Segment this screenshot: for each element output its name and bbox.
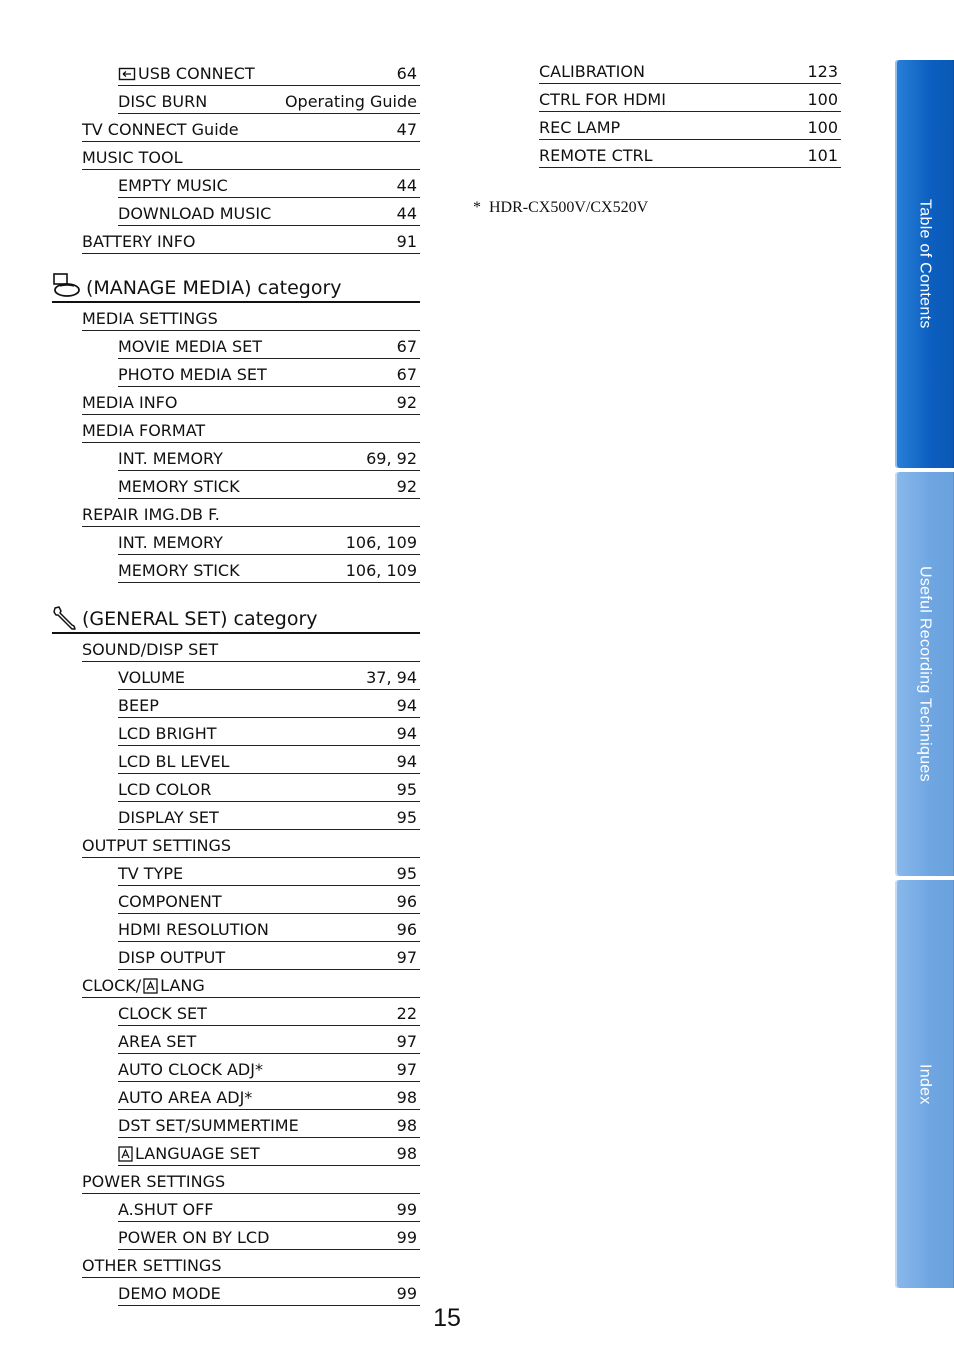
- index-entry-label: [118, 365, 267, 384]
- index-row[interactable]: [539, 56, 841, 84]
- index-entry-page: 99: [396, 1200, 417, 1219]
- index-entry-page: 92: [396, 393, 417, 412]
- index-entry-text: LANGUAGE SET: [135, 1144, 260, 1163]
- index-entry-page: Operating Guide: [284, 92, 417, 111]
- index-entry-text: MEDIA INFO: [82, 393, 178, 412]
- index-entry-text: OTHER SETTINGS: [82, 1256, 222, 1275]
- index-entry-label: [118, 892, 222, 911]
- index-entry-page: 47: [396, 120, 417, 139]
- index-row[interactable]: [118, 718, 420, 746]
- index-entry-page: 69, 92: [366, 449, 417, 468]
- index-entry-page: 98: [396, 1116, 417, 1135]
- index-entry-text: REMOTE CTRL: [539, 146, 653, 165]
- index-entry-text: MUSIC TOOL: [82, 148, 183, 167]
- footnote: [473, 199, 648, 217]
- index-entry-text: USB CONNECT: [138, 64, 255, 83]
- index-row[interactable]: [82, 303, 420, 331]
- index-row[interactable]: [118, 331, 420, 359]
- index-entry-text: INT. MEMORY: [118, 449, 223, 468]
- index-entry-label: [118, 948, 225, 967]
- index-entry-label: [118, 1060, 263, 1079]
- index-entry-page: 92: [396, 477, 417, 496]
- index-entry-text: CALIBRATION: [539, 62, 645, 81]
- index-entry-label: [82, 1172, 225, 1191]
- index-entry-text: AUTO CLOCK ADJ*: [118, 1060, 263, 1079]
- index-entry-text: MEDIA FORMAT: [82, 421, 206, 440]
- index-row[interactable]: [118, 170, 420, 198]
- index-row[interactable]: [118, 1194, 420, 1222]
- index-entry-text: LCD BRIGHT: [118, 724, 217, 743]
- language-icon: [118, 1146, 133, 1162]
- index-entry-text: CLOCK SET: [118, 1004, 207, 1023]
- wrench-icon: [52, 605, 78, 631]
- index-entry-label: [118, 176, 228, 195]
- index-row[interactable]: [118, 886, 420, 914]
- left-index-column: [52, 58, 420, 1306]
- side-tab-label: Index: [916, 1063, 934, 1105]
- index-entry-label: [82, 393, 177, 412]
- index-row[interactable]: [118, 1082, 420, 1110]
- index-entry-page: 67: [396, 365, 417, 384]
- index-entry-label: [118, 752, 229, 771]
- index-row[interactable]: [82, 142, 420, 170]
- index-entry-label: [118, 477, 240, 496]
- index-row[interactable]: [118, 1026, 420, 1054]
- index-row[interactable]: [118, 198, 420, 226]
- index-entry-text: CTRL FOR HDMI: [539, 90, 666, 109]
- index-entry-label: [118, 561, 240, 580]
- index-entry-page: 100: [807, 90, 838, 109]
- manage-media-heading: [52, 268, 420, 303]
- top-rows-list: [52, 58, 420, 254]
- index-entry-page: 100: [807, 118, 838, 137]
- index-entry-text: DST SET/SUMMERTIME: [118, 1116, 299, 1135]
- index-row[interactable]: [118, 443, 420, 471]
- index-entry-page: 97: [396, 1060, 417, 1079]
- index-row[interactable]: [118, 1278, 420, 1306]
- index-entry-page: 98: [396, 1144, 417, 1163]
- index-row[interactable]: [118, 690, 420, 718]
- index-entry-label: [82, 836, 231, 855]
- usb-connect-icon: [118, 67, 136, 81]
- index-entry-text: COMPONENT: [118, 892, 222, 911]
- general-set-heading: [52, 601, 420, 634]
- index-entry-label: [82, 421, 205, 440]
- index-entry-page: 97: [396, 948, 417, 967]
- index-entry-label: [118, 533, 223, 552]
- index-entry-label: [118, 1004, 207, 1023]
- index-entry-label: [118, 1088, 252, 1107]
- index-row[interactable]: [82, 634, 420, 662]
- index-row[interactable]: [539, 112, 841, 140]
- index-entry-text: LCD BL LEVEL: [118, 752, 230, 771]
- index-entry-page: 99: [396, 1228, 417, 1247]
- index-entry-text: DISP OUTPUT: [118, 948, 226, 967]
- index-row[interactable]: [118, 1138, 420, 1166]
- index-entry-text: DISC BURN: [118, 92, 208, 111]
- index-entry-page: 22: [396, 1004, 417, 1023]
- index-entry-text: MEDIA SETTINGS: [82, 309, 218, 328]
- index-row[interactable]: [118, 1222, 420, 1250]
- index-entry-label: [82, 148, 183, 167]
- index-entry-page: 95: [396, 780, 417, 799]
- index-entry-label: [118, 1200, 214, 1219]
- footnote-marker: *: [473, 199, 481, 216]
- index-entry-page: 64: [396, 64, 417, 83]
- right-rows-list: [539, 56, 841, 168]
- general-set-heading-text: (GENERAL SET) category: [82, 608, 318, 630]
- index-entry-text: DOWNLOAD MUSIC: [118, 204, 272, 223]
- index-row[interactable]: [118, 1054, 420, 1082]
- index-entry-label: [118, 64, 255, 83]
- index-entry-page: 44: [396, 176, 417, 195]
- side-tab-table-of-contents[interactable]: [895, 60, 954, 468]
- index-entry-text: OUTPUT SETTINGS: [82, 836, 232, 855]
- index-entry-label: [539, 62, 645, 81]
- index-entry-page: 123: [807, 62, 838, 81]
- index-row[interactable]: [118, 86, 420, 114]
- index-entry-text: TV TYPE: [118, 864, 184, 883]
- index-row[interactable]: [118, 998, 420, 1026]
- index-row[interactable]: [118, 942, 420, 970]
- index-entry-label: [82, 640, 218, 659]
- index-entry-text: BATTERY INFO: [82, 232, 196, 251]
- index-entry-page: 106, 109: [345, 533, 417, 552]
- index-entry-label: [118, 724, 217, 743]
- index-entry-page: 106, 109: [345, 561, 417, 580]
- index-entry-text: MOVIE MEDIA SET: [118, 337, 262, 356]
- index-entry-text: POWER ON BY LCD: [118, 1228, 270, 1247]
- language-icon: [143, 978, 158, 994]
- index-row[interactable]: [118, 746, 420, 774]
- index-entry-text: EMPTY MUSIC: [118, 176, 228, 195]
- index-row[interactable]: [118, 58, 420, 86]
- index-entry-page: 96: [396, 892, 417, 911]
- index-entry-text: CLOCK/: [82, 976, 142, 995]
- index-entry-text: DISPLAY SET: [118, 808, 219, 827]
- index-entry-text: INT. MEMORY: [118, 533, 223, 552]
- index-row[interactable]: [118, 662, 420, 690]
- index-entry-page: 37, 94: [366, 668, 417, 687]
- index-entry-label: [118, 204, 271, 223]
- index-row[interactable]: [118, 471, 420, 499]
- index-row[interactable]: [118, 1110, 420, 1138]
- index-row[interactable]: [82, 226, 420, 254]
- index-entry-text: SOUND/DISP SET: [82, 640, 219, 659]
- index-entry-text: MEMORY STICK: [118, 477, 240, 496]
- index-entry-label: [118, 696, 159, 715]
- index-row[interactable]: [82, 499, 420, 527]
- index-entry-page: 99: [396, 1284, 417, 1303]
- index-entry-page: 91: [396, 232, 417, 251]
- index-entry-text: A.SHUT OFF: [118, 1200, 214, 1219]
- index-entry-text: TV CONNECT Guide: [82, 120, 239, 139]
- general-set-list: [52, 634, 420, 1306]
- right-index-column: [539, 56, 841, 168]
- index-entry-label: [82, 309, 218, 328]
- index-entry-text: DEMO MODE: [118, 1284, 221, 1303]
- index-row[interactable]: [118, 802, 420, 830]
- index-entry-label: [539, 90, 666, 109]
- page-number: 15: [433, 1304, 461, 1332]
- index-entry-text: MEMORY STICK: [118, 561, 240, 580]
- index-row[interactable]: [82, 1166, 420, 1194]
- index-entry-label: [118, 780, 211, 799]
- index-row[interactable]: [82, 114, 420, 142]
- side-tab-label: Useful Recording Techniques: [916, 566, 934, 782]
- index-row[interactable]: [539, 84, 841, 112]
- index-entry-label: [118, 920, 269, 939]
- side-tab-index[interactable]: [895, 880, 954, 1288]
- index-row[interactable]: [82, 970, 420, 998]
- side-tab-useful-recording-techniques[interactable]: [895, 472, 954, 876]
- index-row[interactable]: [118, 914, 420, 942]
- index-entry-label: [118, 1032, 196, 1051]
- index-entry-label: [539, 146, 653, 165]
- index-entry-page: 94: [396, 724, 417, 743]
- index-entry-label: [82, 505, 220, 524]
- index-entry-page: 95: [396, 864, 417, 883]
- index-entry-text: AREA SET: [118, 1032, 197, 1051]
- index-entry-label: [82, 232, 196, 251]
- index-entry-text: BEEP: [118, 696, 159, 715]
- index-entry-label: [118, 1228, 269, 1247]
- index-entry-label: [118, 449, 223, 468]
- index-entry-label: [118, 1116, 299, 1135]
- index-entry-text: VOLUME: [118, 668, 185, 687]
- index-entry-label: [118, 92, 207, 111]
- index-entry-label: [118, 668, 185, 687]
- index-row[interactable]: [82, 1250, 420, 1278]
- index-entry-label: [118, 337, 262, 356]
- index-row[interactable]: [118, 527, 420, 555]
- index-entry-label: [118, 1284, 221, 1303]
- index-entry-text: REC LAMP: [539, 118, 621, 137]
- index-entry-page: 96: [396, 920, 417, 939]
- index-entry-label: [118, 808, 219, 827]
- index-row[interactable]: [118, 359, 420, 387]
- index-entry-label: [82, 1256, 221, 1275]
- index-row[interactable]: [118, 555, 420, 583]
- index-entry-label: [118, 1144, 260, 1163]
- index-entry-page: 94: [396, 696, 417, 715]
- index-entry-page: 94: [396, 752, 417, 771]
- manage-media-heading-text: (MANAGE MEDIA) category: [86, 277, 342, 299]
- manage-media-list: [52, 303, 420, 583]
- side-tab-label: Table of Contents: [916, 199, 934, 329]
- index-row[interactable]: [118, 774, 420, 802]
- index-row[interactable]: [82, 830, 420, 858]
- index-entry-text: AUTO AREA ADJ*: [118, 1088, 253, 1107]
- manage-media-icon: [52, 272, 82, 300]
- footnote-text: HDR-CX500V/CX520V: [489, 199, 649, 216]
- index-entry-label: [539, 118, 620, 137]
- index-entry-text-suffix: LANG: [160, 976, 205, 995]
- index-row[interactable]: [539, 140, 841, 168]
- index-entry-page: 98: [396, 1088, 417, 1107]
- index-entry-label: [118, 864, 183, 883]
- index-entry-text: HDMI RESOLUTION: [118, 920, 269, 939]
- index-entry-text: REPAIR IMG.DB F.: [82, 505, 220, 524]
- index-entry-page: 97: [396, 1032, 417, 1051]
- index-entry-label: [82, 120, 239, 139]
- index-entry-text: PHOTO MEDIA SET: [118, 365, 267, 384]
- index-row[interactable]: [118, 858, 420, 886]
- index-entry-page: 67: [396, 337, 417, 356]
- index-entry-page: 101: [807, 146, 838, 165]
- index-entry-text: LCD COLOR: [118, 780, 212, 799]
- index-row[interactable]: [82, 387, 420, 415]
- index-entry-page: 95: [396, 808, 417, 827]
- index-entry-text: POWER SETTINGS: [82, 1172, 226, 1191]
- index-entry-page: 44: [396, 204, 417, 223]
- index-row[interactable]: [82, 415, 420, 443]
- index-entry-label: [82, 976, 205, 995]
